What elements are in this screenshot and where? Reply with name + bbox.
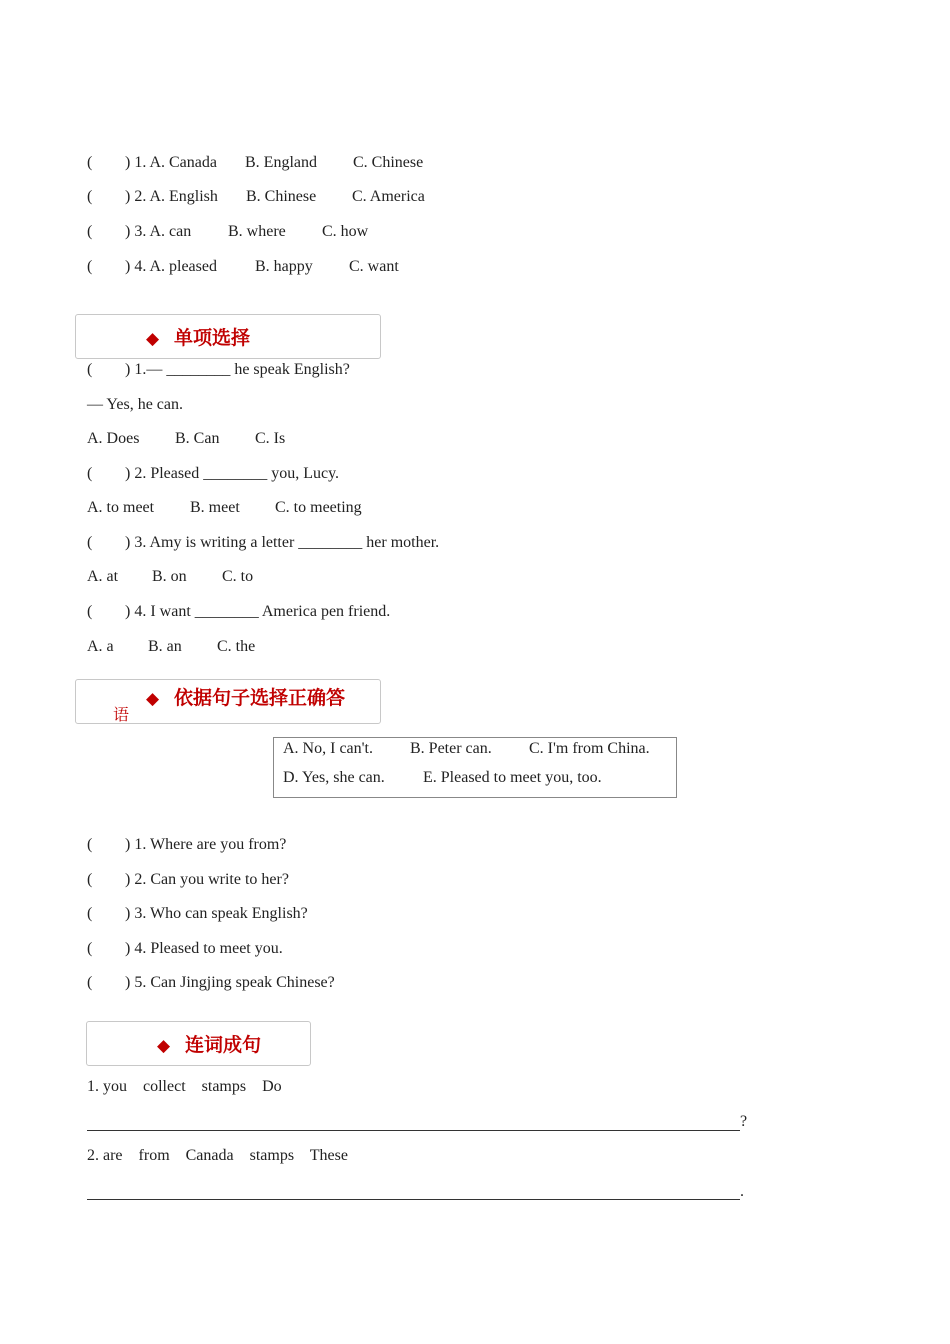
diamond-icon: ◆ [146,329,160,349]
answer-line-1-end-mark: ? [740,1113,748,1130]
match-question-2: ( ) 2. Can you write to her? [87,871,289,888]
phonics-item-4: ( ) 4. A. pleased B. happy C. want [87,258,399,275]
match-question-1: ( ) 1. Where are you from? [87,836,287,853]
phonics-item-2: ( ) 2. A. English B. Chinese C. America [87,188,425,205]
single-choice-q1: ( ) 1.— ________ he speak English? [87,361,350,378]
answer-line-1[interactable] [87,1130,740,1131]
diamond-icon: ◆ [157,1036,171,1056]
match-question-5: ( ) 5. Can Jingjing speak Chinese? [87,974,335,991]
clipped-glyph-artifact: 语 [113,707,130,724]
single-choice-q2: ( ) 2. Pleased ________ you, Lucy. [87,465,340,482]
word-order-item-2: 2. are from Canada stamps These [87,1147,348,1164]
section-title-single-choice: ◆ 单项选择 [146,327,251,349]
answer-line-2[interactable] [87,1199,740,1200]
answer-options-box [273,737,677,798]
section-title-word-order: ◆ 连词成句 [157,1034,262,1056]
single-choice-q2-options: A. to meet B. meet C. to meeting [87,499,362,516]
answer-options-row-1: A. No, I can't. B. Peter can. C. I'm from China. [283,740,650,757]
phonics-item-1: ( ) 1. A. Canada B. England C. Chinese [87,154,424,171]
phonics-item-3: ( ) 3. A. can B. where C. how [87,223,369,240]
match-question-4: ( ) 4. Pleased to meet you. [87,940,283,957]
single-choice-q3-options: A. at B. on C. to [87,568,254,585]
single-choice-q4-options: A. a B. an C. the [87,638,256,655]
single-choice-q4: ( ) 4. I want ________ America pen friend. [87,603,391,620]
single-choice-q1-options: A. Does B. Can C. Is [87,430,286,447]
answer-options-row-2: D. Yes, she can. E. Pleased to meet you, too. [283,769,602,786]
single-choice-q3: ( ) 3. Amy is writing a letter ________ her mother. [87,534,440,551]
word-order-item-1: 1. you collect stamps Do [87,1078,282,1095]
match-question-3: ( ) 3. Who can speak English? [87,905,308,922]
answer-line-2-end-mark: . [740,1183,744,1200]
diamond-icon: ◆ [146,689,160,709]
single-choice-q1-reply: — Yes, he can. [87,396,183,413]
section-title-match-answers: ◆ 依据句子选择正确答 [146,687,346,709]
